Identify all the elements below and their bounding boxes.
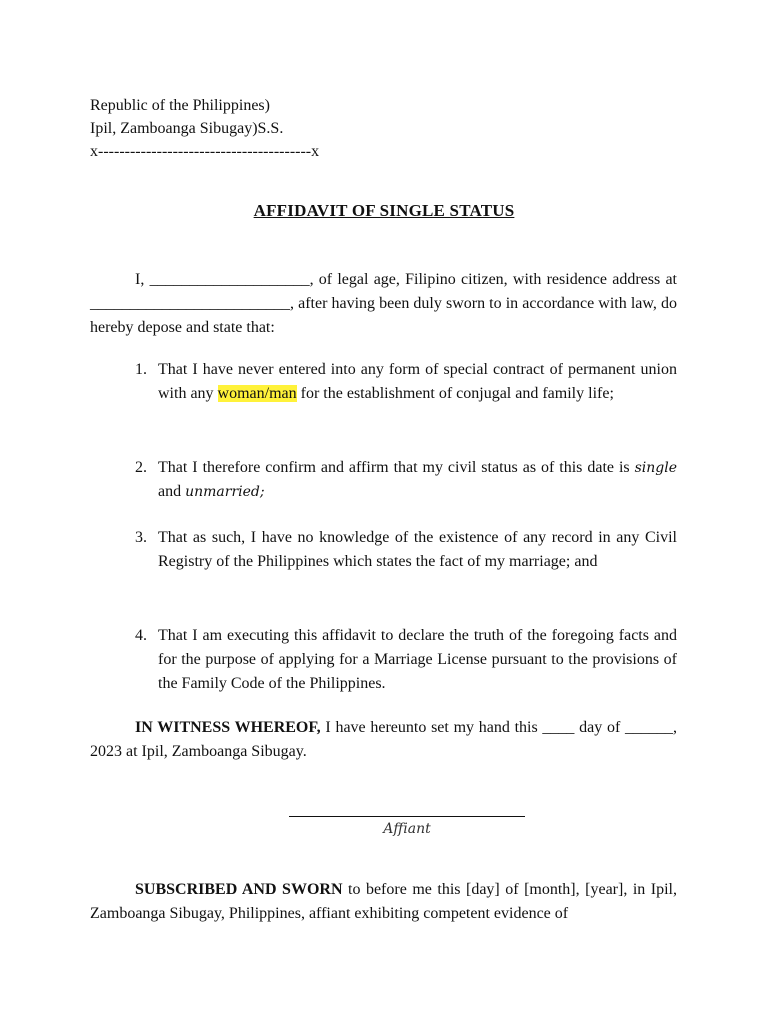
list-item [90, 526, 677, 574]
witness-text: I have hereunto set my hand this ____ day of ______, 2023 at Ipil, Zamboanga Sibugay. [90, 719, 678, 760]
intro-paragraph [90, 268, 677, 340]
item-text-part: for the establishment of conjugal and family life; [296, 385, 614, 402]
sworn-paragraph [90, 878, 677, 926]
item-text-part: and [158, 483, 186, 500]
item-number: 1. [135, 361, 147, 378]
venue-place: Ipil, Zamboanga Sibugay)S.S. [90, 120, 284, 137]
venue-republic: Republic of the Philippines) [90, 97, 270, 114]
item-number: 3. [135, 529, 147, 546]
item-text: That as such, I have no knowledge of the existence of any record in any Civil Registry of the Philippines which states the fact of my marriage; and [158, 529, 677, 570]
intro-text: I, ____________________, of legal age, Filipino citizen, with residence address at _________________________, after having been duly sworn to in accordance with law, do hereby depose and state that: [90, 271, 677, 336]
sworn-bold: SUBSCRIBED AND SWORN [135, 881, 343, 898]
item-text-part: That I have never entered into any form of special contract of permanent union with any [158, 361, 677, 402]
witness-bold: IN WITNESS WHEREOF, [135, 719, 321, 736]
italic-unmarried: unmarried; [185, 484, 265, 500]
highlighted-text: woman/man [217, 385, 297, 402]
witness-paragraph [90, 716, 677, 764]
list-item [90, 624, 677, 696]
item-text [158, 456, 677, 504]
venue-block [90, 94, 319, 163]
sworn-text: to before me this [day] of [month], [year], in Ipil, Zamboanga Sibugay, Philippines, affiant exhibiting competent evidence of [90, 881, 677, 922]
signature-line [289, 816, 525, 817]
document-title: AFFIDAVIT OF SINGLE STATUS [253, 201, 515, 220]
item-text: That I am executing this affidavit to declare the truth of the foregoing facts and for the purpose of applying for a Marriage License pursuant to the provisions of the Family Code of the Philippines. [158, 627, 677, 692]
list-item [90, 456, 677, 504]
venue-divider: x----------------------------------------x [90, 143, 320, 160]
item-text-part: That I therefore confirm and affirm that my civil status as of this date is [158, 459, 635, 476]
item-number: 2. [135, 459, 147, 476]
italic-single: single [634, 460, 677, 476]
list-item [90, 358, 677, 406]
item-number: 4. [135, 627, 147, 644]
affiant-label: Affiant [383, 821, 431, 837]
item-text [158, 358, 677, 406]
